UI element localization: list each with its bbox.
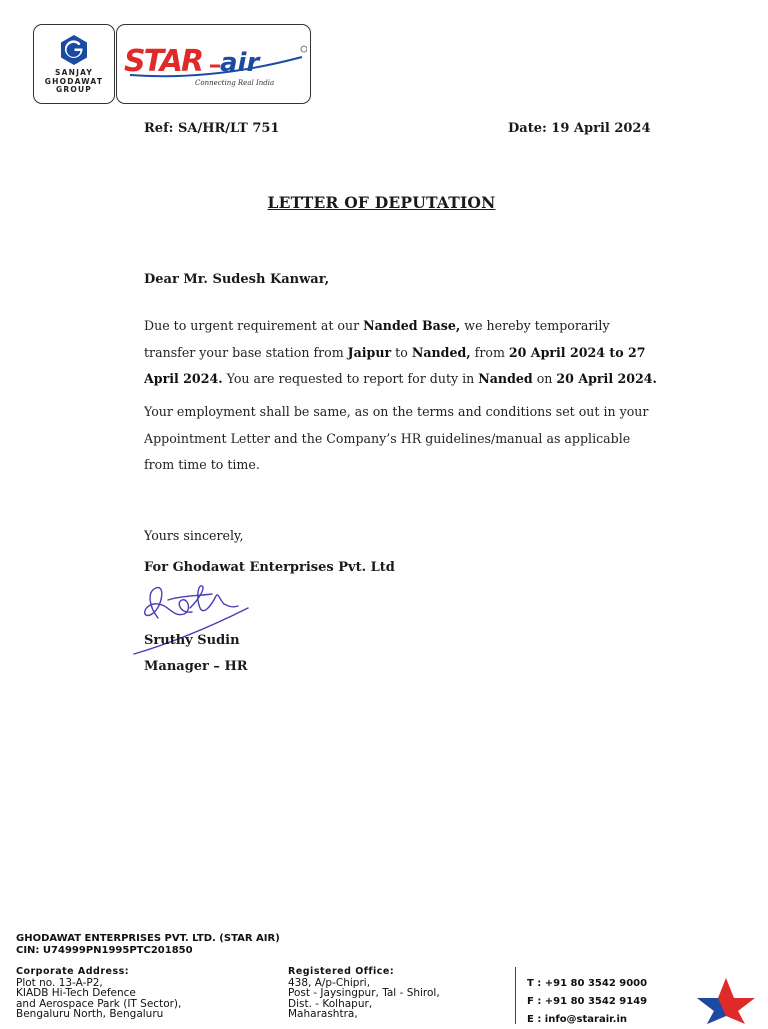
para1-to-city: Nanded,: [411, 344, 471, 360]
fax-number: F : +91 80 3542 9149: [527, 996, 648, 1007]
letter-title: LETTER OF DEPUTATION: [267, 193, 496, 212]
star-air-wordmark: [122, 39, 307, 81]
registered-office-line: 438, A/p-Chipri,: [288, 976, 371, 989]
reference-number: Ref: SA/HR/LT 751: [144, 121, 280, 136]
star-brand-icon: [697, 978, 755, 1024]
group-logo-line-3: GROUP: [56, 85, 92, 94]
signer-designation: Manager – HR: [144, 659, 248, 674]
closing: Yours sincerely,: [144, 528, 244, 543]
corporate-address-line: Bengaluru North, Bengaluru: [16, 1008, 164, 1020]
registered-office-line: Maharashtra,: [288, 1008, 358, 1020]
brand-tagline: Connecting Real India: [195, 79, 275, 87]
para1-report-city: Nanded: [478, 371, 533, 386]
footer-divider: [515, 967, 516, 1024]
registered-office-line: Post - Jaysingpur, Tal - Shirol,: [288, 987, 440, 999]
sanjay-ghodawat-group-logo: [33, 24, 115, 104]
company-line: For Ghodawat Enterprises Pvt. Ltd: [144, 560, 395, 575]
signer-name: Sruthy Sudin: [144, 633, 240, 648]
group-logo-line-1: SANJAY: [55, 68, 93, 77]
star-air-logo: [116, 24, 311, 104]
svg-text:air: air: [220, 48, 260, 78]
para1-text: on: [532, 371, 557, 386]
registered-office-heading: Registered Office:: [288, 966, 395, 977]
body-paragraph-2: Your employment shall be same, as on the terms and conditions set out in your Appointment Letter and the Company’s HR guidelines/manual as applicable from time to time.: [144, 404, 649, 472]
phone-number: T : +91 80 3542 9000: [527, 978, 648, 989]
para1-from-city: Jaipur: [347, 344, 392, 360]
email-address: E : info@starair.in: [527, 1014, 627, 1025]
handwritten-signature: [128, 578, 253, 663]
corporate-address-line: KIADB Hi-Tech Defence: [16, 987, 136, 999]
corporate-address: [16, 967, 181, 1020]
ghodawat-g-icon: [57, 33, 91, 67]
registered-office-line: Dist. - Kolhapur,: [288, 997, 373, 1010]
corporate-address-line: Plot no. 13-A-P2,: [16, 976, 103, 989]
para1-text: to: [391, 344, 412, 360]
corporate-address-heading: Corporate Address:: [16, 966, 130, 977]
para1-text: You are requested to report for duty in: [222, 371, 479, 386]
para1-text: Due to urgent requirement at our: [144, 318, 364, 333]
letter-date: Date: 19 April 2024: [508, 121, 651, 136]
footer-cin: CIN: U74999PN1995PTC201850: [16, 945, 193, 956]
para1-text: from: [470, 344, 509, 360]
para1-report-date: 20 April 2024.: [556, 371, 657, 386]
group-logo-line-2: GHODAWAT: [44, 76, 104, 86]
contact-details: [527, 975, 647, 1029]
footer-company-name: GHODAWAT ENTERPRISES PVT. LTD. (STAR AIR): [16, 933, 280, 944]
salutation: Dear Mr. Sudesh Kanwar,: [144, 272, 330, 287]
para1-text: we hereby temporarily transfer your base station from: [144, 318, 610, 360]
para1-base: Nanded Base,: [363, 318, 461, 333]
registered-office: [288, 967, 440, 1020]
para1-date-range: 20 April 2024 to 27 April 2024.: [144, 344, 646, 386]
svg-text:STAR: STAR: [124, 44, 203, 79]
body-paragraph-1: [144, 313, 664, 393]
corporate-address-line: and Aerospace Park (IT Sector),: [16, 997, 182, 1010]
